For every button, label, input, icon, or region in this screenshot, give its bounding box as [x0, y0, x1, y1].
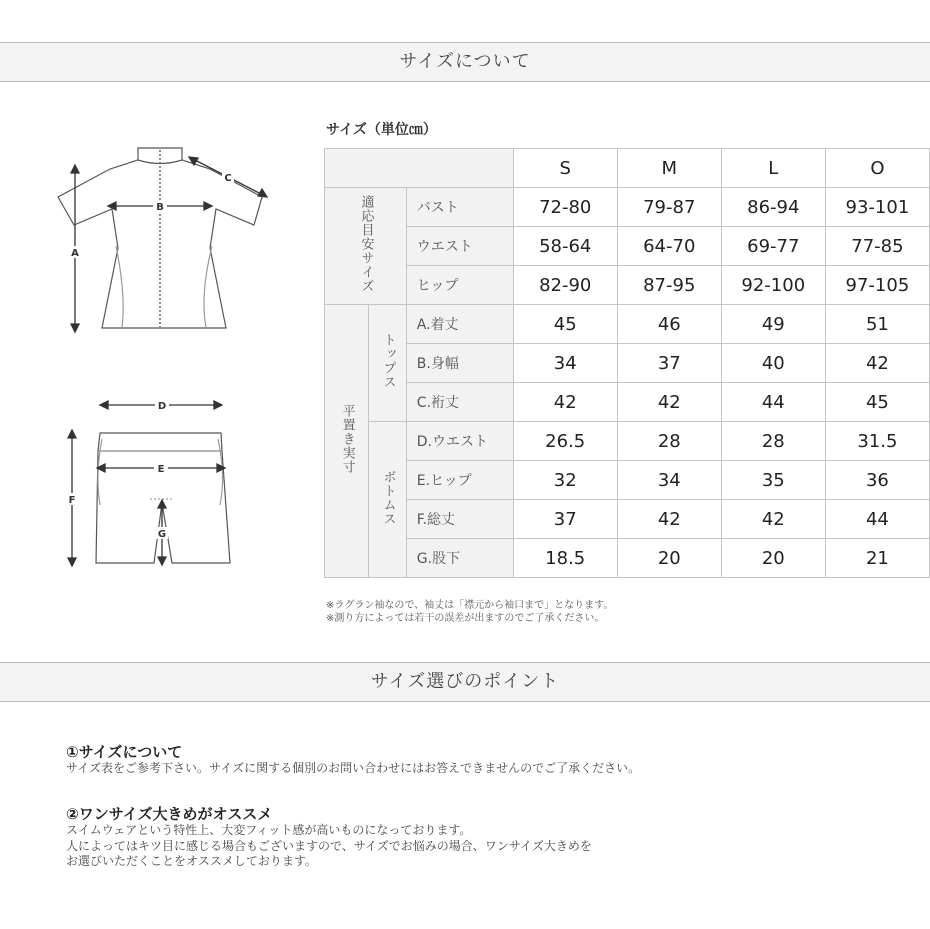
table-cell: 32	[513, 461, 617, 500]
table-cell: 34	[617, 461, 721, 500]
table-cell: 44	[721, 383, 825, 422]
row-label: E.ヒップ	[406, 461, 513, 500]
group-bottoms: ボトムス	[368, 422, 406, 578]
table-cell: 37	[617, 344, 721, 383]
size-header: M	[617, 149, 721, 188]
table-cell: 45	[825, 383, 929, 422]
table-cell: 40	[721, 344, 825, 383]
row-label: C.裄丈	[406, 383, 513, 422]
table-cell: 42	[513, 383, 617, 422]
group-flat-measure: 平置き実寸	[325, 305, 369, 578]
table-row	[325, 266, 930, 305]
table-cell: 64-70	[617, 227, 721, 266]
table-row	[325, 422, 930, 461]
label-b: B	[156, 202, 164, 213]
table-title: サイズ（単位㎝）	[326, 122, 437, 138]
table-cell: 36	[825, 461, 929, 500]
section-header-tips	[0, 662, 930, 702]
row-label: D.ウエスト	[406, 422, 513, 461]
table-cell: 79-87	[617, 188, 721, 227]
table-cell: 49	[721, 305, 825, 344]
table-row	[325, 305, 930, 344]
note-line: ※測り方によっては若干の誤差が出ますのでご了承ください。	[326, 613, 605, 624]
table-cell: 35	[721, 461, 825, 500]
row-label: F.総丈	[406, 500, 513, 539]
table-cell: 28	[721, 422, 825, 461]
table-cell: 46	[617, 305, 721, 344]
table-cell: 42	[617, 500, 721, 539]
label-c: C	[224, 173, 232, 184]
table-cell: 92-100	[721, 266, 825, 305]
table-cell: 72-80	[513, 188, 617, 227]
section-title: サイズについて	[399, 51, 531, 72]
row-label: B.身幅	[406, 344, 513, 383]
table-row	[325, 461, 930, 500]
table-row	[325, 227, 930, 266]
table-cell: 21	[825, 539, 929, 578]
size-header: S	[513, 149, 617, 188]
point-text: 人によってはキツ目に感じる場合もございますので、サイズでお悩みの場合、ワンサイズ大きめを	[66, 838, 592, 853]
table-row	[325, 344, 930, 383]
table-cell: 42	[617, 383, 721, 422]
table-cell: 51	[825, 305, 929, 344]
table-notes	[326, 599, 613, 625]
table-cell: 87-95	[617, 266, 721, 305]
point-text: スイムウェアという特性上、大変フィット感が高いものになっております。	[66, 823, 472, 837]
point-heading: ②ワンサイズ大きめがオススメ	[66, 805, 273, 823]
group-tops: トップス	[368, 305, 406, 422]
table-cell: 86-94	[721, 188, 825, 227]
label-d: D	[157, 401, 167, 412]
table-cell: 20	[617, 539, 721, 578]
row-label: A.着丈	[406, 305, 513, 344]
point-heading: ①サイズについて	[66, 743, 183, 761]
table-cell: 31.5	[825, 422, 929, 461]
table-cell: 69-77	[721, 227, 825, 266]
table-cell: 34	[513, 344, 617, 383]
row-label: G.股下	[406, 539, 513, 578]
table-cell: 37	[513, 500, 617, 539]
table-cell: 97-105	[825, 266, 929, 305]
row-label: ウエスト	[406, 227, 513, 266]
table-cell: 44	[825, 500, 929, 539]
point-text: サイズ表をご参考下さい。サイズに関する個別のお問い合わせにはお答えできませんのでご了承ください。	[66, 761, 641, 775]
label-f: F	[68, 495, 76, 506]
label-e: E	[157, 464, 165, 475]
note-line: ※ラグラン袖なので、袖丈は「襟元から袖口まで」となります。	[326, 600, 614, 611]
point-2	[66, 805, 592, 870]
row-label: ヒップ	[406, 266, 513, 305]
table-cell: 82-90	[513, 266, 617, 305]
table-cell: 28	[617, 422, 721, 461]
size-table	[324, 148, 930, 578]
size-header: L	[721, 149, 825, 188]
top-garment-illustration	[40, 145, 280, 345]
label-g: G	[157, 529, 167, 540]
table-cell: 20	[721, 539, 825, 578]
table-header-row	[325, 149, 930, 188]
table-cell: 93-101	[825, 188, 929, 227]
table-cell: 18.5	[513, 539, 617, 578]
table-cell: 77-85	[825, 227, 929, 266]
table-cell: 42	[825, 344, 929, 383]
size-header: O	[825, 149, 929, 188]
table-cell: 42	[721, 500, 825, 539]
section-title: サイズ選びのポイント	[370, 671, 560, 692]
table-row	[325, 188, 930, 227]
point-1	[66, 743, 640, 777]
row-label: バスト	[406, 188, 513, 227]
label-a: A	[71, 248, 79, 259]
table-row	[325, 383, 930, 422]
table-row	[325, 500, 930, 539]
bottom-garment-illustration	[40, 395, 280, 575]
table-row	[325, 539, 930, 578]
section-header-size	[0, 42, 930, 82]
table-cell: 58-64	[513, 227, 617, 266]
table-cell: 26.5	[513, 422, 617, 461]
point-text: お選びいただくことをオススメしております。	[66, 854, 317, 868]
table-cell: 45	[513, 305, 617, 344]
group-fit-size: 適応目安サイズ	[325, 188, 407, 305]
header-empty-cell	[325, 149, 514, 188]
